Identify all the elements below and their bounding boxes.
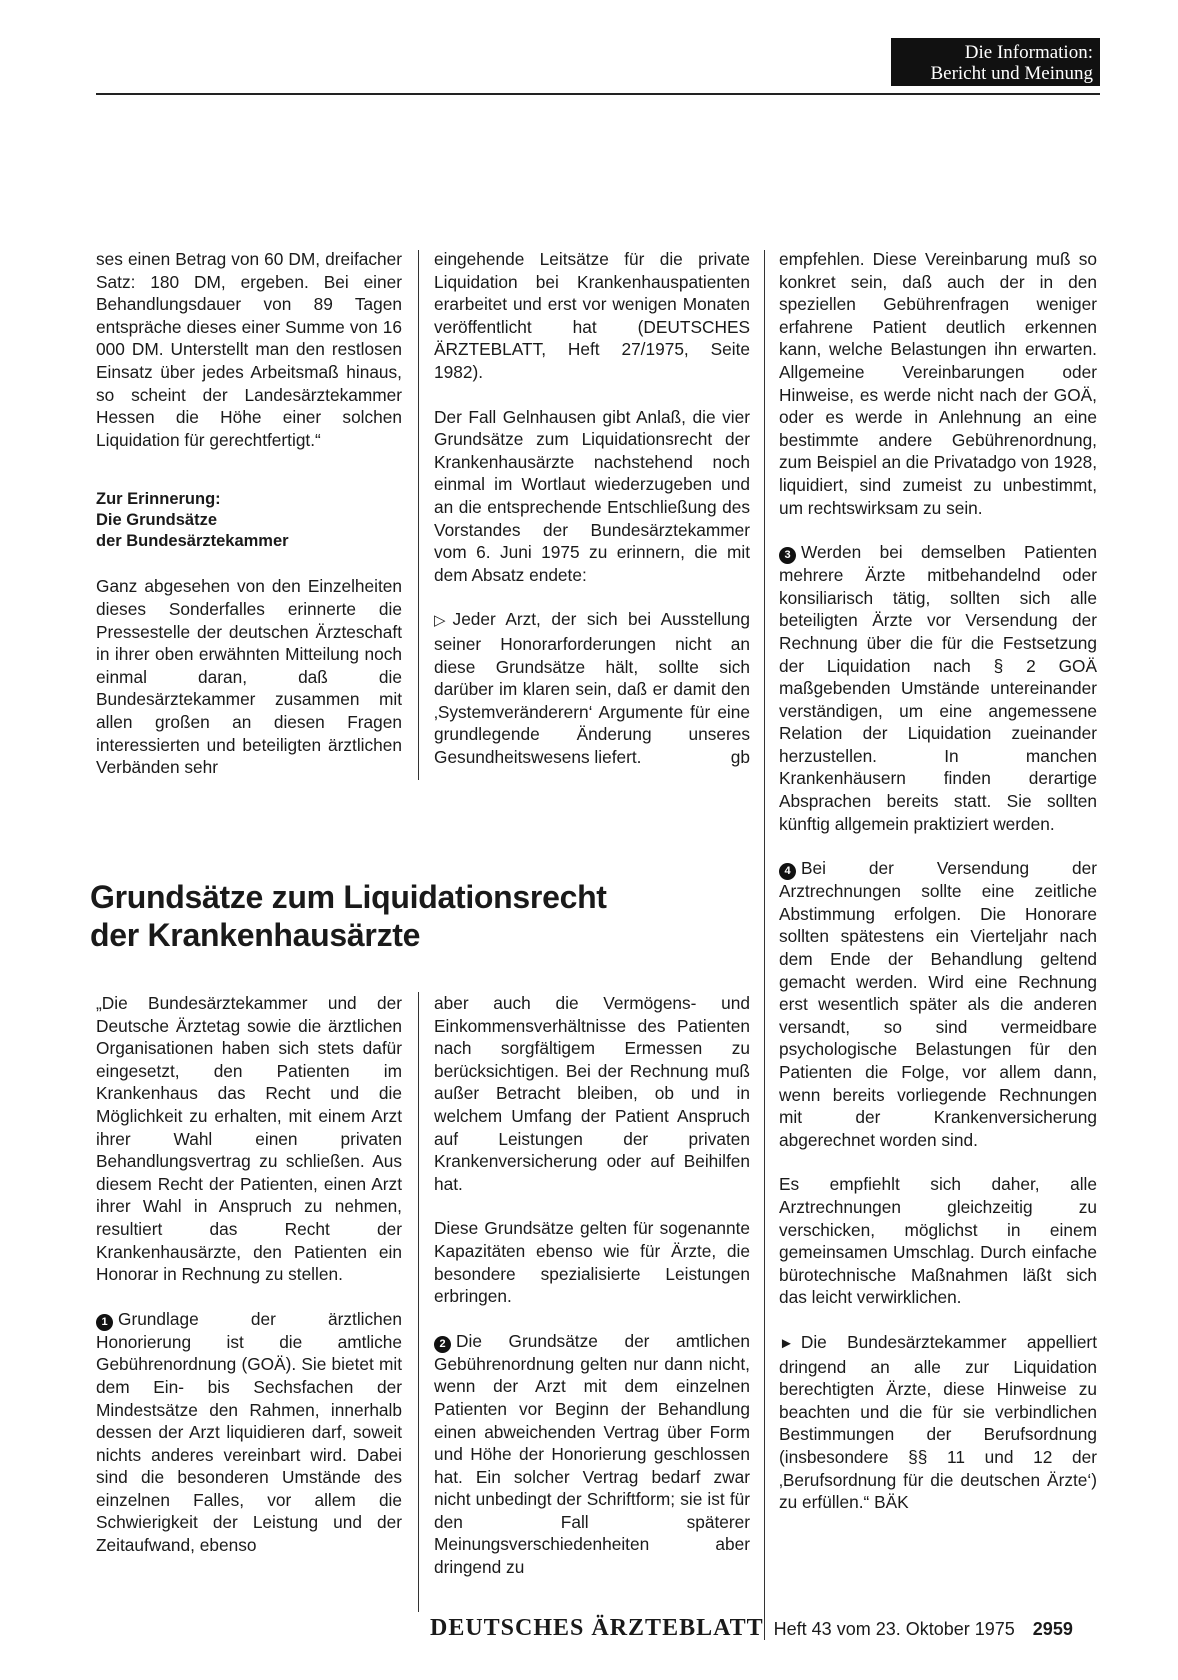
subheading — [96, 489, 402, 552]
page-number: 2959 — [1032, 1619, 1073, 1639]
headline-line-2: der Krankenhausärzte — [90, 917, 421, 953]
article-headline — [90, 878, 730, 954]
number-4-icon: 4 — [779, 863, 796, 880]
headline-line-1: Grundsätze zum Liquidationsrecht — [90, 879, 607, 915]
lower-col2-paragraph-3 — [434, 1330, 750, 1579]
section-label-line1: Die Information: — [964, 42, 1093, 63]
number-2-icon: 2 — [434, 1336, 451, 1353]
lower-col1-paragraph-1: „Die Bundesärztekammer und der Deutsche Ärztetag sowie die ärztlichen Organisationen haben sich stets dafür eingesetzt, den Patienten im Krankenhaus das Recht und die Möglichkeit zu erhalten, mit einem Arzt ihrer Wahl einen privaten Behandlungsvertrag zu schließen. Aus diesem Recht der Patienten, einen Arzt ihrer Wahl in Anspruch zu nehmen, resultiert das Recht der Krankenhausärzte, den Patienten ein Honorar in Rechnung zu stellen. — [96, 993, 402, 1285]
page-footer — [430, 1615, 1102, 1642]
right-paragraph-3 — [779, 857, 1097, 1151]
section-label-line2: Bericht und Meinung — [930, 63, 1093, 84]
point-2-text: Die Grundsätze der amtlichen Gebührenordnung gelten nur dann nicht, wenn der Arzt mit dem einzelnen Patienten vor Beginn der Behandlung einen abweichenden Vertrag über Form und Höhe der Honorierung geschlossen hat. Ein solcher Vertrag bedarf zwar nicht unbedingt der Schriftform; sie ist für den Fall späterer Meinungsverschiedenheiten aber dringend zu — [434, 1330, 750, 1578]
column-divider-lower-1 — [418, 992, 419, 1612]
header-rule — [96, 93, 1100, 95]
lower-col1-paragraph-2 — [96, 1308, 402, 1557]
lower-column-1 — [96, 992, 402, 1557]
subheading-line-2: Die Grundsätze — [96, 511, 218, 530]
upper-col1-paragraph-2: Ganz abgesehen von den Einzelheiten dieses Sonderfalles erinnerte die Pressestelle der deutschen Ärzteschaft in ihrer oben erwähnten Mitteilung noch einmal daran, daß die Bundesärztekammer zusammen mit allen großen an diesen Fragen interessierten und beteiligten ärztlichen Verbänden sehr — [96, 576, 402, 778]
lower-col2-paragraph-2: Diese Grundsätze gelten für sogenannte Kapazitäten ebenso wie für Ärzte, die besondere spezialisierte Leistungen erbringen. — [434, 1218, 750, 1307]
upper-column-2 — [434, 248, 750, 768]
right-paragraph-2 — [779, 541, 1097, 835]
lower-column-2 — [434, 992, 750, 1579]
solid-triangle-marker-icon: ► — [779, 1334, 794, 1352]
right-column — [779, 248, 1097, 1514]
upper-col2-paragraph-2: Der Fall Gelnhausen gibt Anlaß, die vier Grundsätze zum Liquidationsrecht der Krankenhausärzte nachstehend noch einmal im Wortlaut wiederzugeben und an die entsprechende Entschließung des Vorstandes der Bundesärztekammer vom 6. Juni 1975 zu erinnern, die mit dem Absatz endete: — [434, 406, 750, 585]
subheading-line-3: der Bundesärztekammer — [96, 532, 289, 551]
point-1-text: Grundlage der ärztlichen Honorierung ist die amtliche Gebührenordnung (GOÄ). Sie bietet mit dem Ein- bis Sechsfachen der Mindestsätze den Rahmen, innerhalb dessen der Arzt liquidieren darf, soweit nichts anderes vereinbart wird. Dabei sind die besonderen Umstände des einzelnen Falles, vor allem die Schwierigkeit der Leistung und der Zeitaufwand, ebenso — [96, 1308, 402, 1556]
number-1-icon: 1 — [96, 1314, 113, 1331]
point-3-text: Werden bei demselben Patienten mehrere Ärzte mitbehandelnd oder konsiliarisch tätig, sollten sich alle beteiligten Ärzte vor Versendung der Rechnung über die für die Festsetzung der Liquidation nach § 2 GOÄ maßgebenden Umstände untereinander verständigen, um eine angemessene Relation der Liquidation zueinander herzustellen. In manchen Krankenhäusern finden derartige Absprachen bereits statt. Sie sollten künftig allgemein praktiziert werden. — [779, 542, 1097, 834]
column-divider-right — [764, 250, 765, 1640]
right-paragraph-1: empfehlen. Diese Vereinbarung muß so konkret sein, daß auch der in den speziellen Gebührenfragen weniger erfahrene Patient deutlich erkennen kann, welche Belastungen ihn erwarten. Allgemeine Vereinbarungen oder Hinweise, es werde nicht nach der GOÄ, oder es werde in Anlehnung an eine bestimmte andere Gebührenordnung, zum Beispiel an die Privatadgo von 1928, liquidiert, sind zumeist zu unbestimmt, um rechtswirksam zu sein. — [779, 249, 1097, 518]
number-3-icon: 3 — [779, 547, 796, 564]
quote-text: Jeder Arzt, der sich bei Ausstellung seiner Honorarforderungen nicht an diese Grundsätze hält, sollte sich darüber im klaren sein, daß er damit den ‚Systemveränderern‘ Argumente für eine grundlegende Änderung unseres Gesundheitswesens liefert. — [434, 609, 750, 767]
right-paragraph-5 — [779, 1331, 1097, 1514]
upper-column-1 — [96, 248, 402, 779]
column-divider-upper-1 — [418, 250, 419, 780]
issue-info: Heft 43 vom 23. Oktober 1975 — [773, 1619, 1015, 1639]
appeal-text: Die Bundesärztekammer appelliert dringend an alle zur Liquidation berechtigten Ärzte, diese Hinweise zu beachten und die für sie verbindlichen Bestimmungen der Berufsordnung (insbesondere §§ 11 und 12 der ‚Berufsordnung für die deutschen Ärzte‘) zu erfüllen.“ BÄK — [779, 1331, 1097, 1513]
point-4-text: Bei der Versendung der Arztrechnungen sollte eine zeitliche Abstimmung erfolgen. Die Honorare sollten spätestens ein Vierteljahr nach dem Ende der Behandlung geltend gemacht werden. Wird eine Rechnung erst wesentlich später als die anderen versandt, so sind vermeidbare psychologische Belastungen für den Patienten die Folge, vor allem dann, wenn bereits vorliegende Rechnungen mit der Krankenversicherung abgerechnet worden sind. — [779, 858, 1097, 1150]
right-paragraph-4: Es empfiehlt sich daher, alle Arztrechnungen gleichzeitig zu verschicken, möglichst in einem gemeinsamen Umschlag. Durch einfache bürotechnische Maßnahmen läßt sich das leicht verwirklichen. — [779, 1174, 1097, 1308]
open-triangle-marker-icon: ▷ — [434, 612, 446, 630]
author-initials: gb — [730, 746, 750, 767]
upper-col2-paragraph-3 — [434, 608, 750, 768]
journal-masthead: DEUTSCHES ÄRZTEBLATT — [430, 1615, 764, 1641]
section-label-box — [891, 38, 1100, 86]
lower-col2-paragraph-1: aber auch die Vermögens- und Einkommensverhältnisse des Patienten nach sorgfältigem Ermessen zu berücksichtigen. Bei der Rechnung muß außer Betracht bleiben, ob und in welchem Umfang der Patient Anspruch auf Leistungen der privaten Krankenversicherung oder auf Beihilfen hat. — [434, 993, 750, 1194]
upper-col1-paragraph-1: ses einen Betrag von 60 DM, dreifacher Satz: 180 DM, ergeben. Bei einer Behandlungsdauer von 89 Tagen entspräche dieses einer Summe von 16 000 DM. Unterstellt man den restlosen Einsatz über jedes Arbeitsmaß hinaus, so scheint der Landesärztekammer Hessen die Höhe einer solchen Liquidation für gerechtfertigt.“ — [96, 249, 402, 450]
upper-col2-paragraph-1: eingehende Leitsätze für die private Liquidation bei Krankenhauspatienten erarbeitet und erst vor wenigen Monaten veröffentlicht hat (DEUTSCHES ÄRZTEBLATT, Heft 27/1975, Seite 1982). — [434, 249, 750, 382]
subheading-line-1: Zur Erinnerung: — [96, 490, 221, 509]
